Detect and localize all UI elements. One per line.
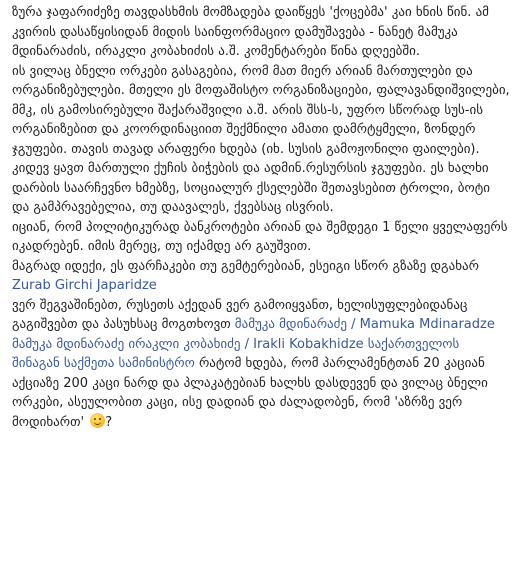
paragraph-4-text: მაგრად იდექი, ეს ფარჩაკები თუ გემტერებიან, ესეიგი სწორ გზაზე დგახარ <box>12 258 479 274</box>
question-mark: ? <box>105 414 113 430</box>
mention-irakli-kobakhidze[interactable]: ირაკლი კობახიძე / Irakli Kobakhidze საქართველოს შინაგან საქმეთა სამინისტრო <box>12 336 460 371</box>
paragraph-5 <box>12 296 511 433</box>
grin-emoji-icon <box>90 413 105 428</box>
mention-mamuka-mdinaradze[interactable]: მამუკა მდინარაძე / Mamuka Mdinaradze მამუკა მდინარაძე <box>12 317 495 352</box>
paragraph-2 <box>12 62 511 218</box>
paragraph-4 <box>12 257 511 296</box>
paragraph-3 <box>12 218 511 257</box>
paragraph-3-text: იციან, რომ პოლიტიკურად ბანკროტები არიან და შემდეგი 1 წელი ყველაფერს იკადრებენ. იმის მერეც, თუ იქამდე არ გაუშვით. <box>12 219 508 254</box>
paragraph-1 <box>12 3 511 62</box>
paragraph-2-text: ის ვილაც ბნელი ორკები გასაგებია, რომ მათ მიერ არიან მართულები და ორგანიზებულები. მთელი ეს მოფაშისტო ორგანიზაციები, ფალავანდიშვილები, მმკ, ის გამოსირებული შაქარაშვილი ა.შ. არის შსს-ს, უფრო სწორად სუს-ის ორგანიზებით და კოორდინაციით შექმნილი ამათი დამრტყმელი, ზონდერ ჯგუფები. თავის თავად არაფერი ხდება (იხ. სუსის გამოჟონილი ფაილები). კიდევ ყავთ მართული ქუჩის ბიჭების და ადმინ.რესურსის ჯგუფები. ეს ხალხი დარბის საარჩევნო ხმებზე, სოციალურ ქსელებში შეთავსებით ტროლი, ბოტი და გამპრავებელია, თუ დაავალეს, ქვებსაც ისვრის. <box>12 63 510 215</box>
paragraph-5-text-end: რატომ ხდება, რომ პარლამენტთან 20 კაციან აქციაზე 200 კაცი ნარდ და პლაკატებიან ხალხს დასდევენ და ვილაც ბნელი ორკები, ასეულობით კაცი, ისე დადიან და ძალადობენ, რომ 'აზრზე ვერ მოდიხართ' <box>12 356 488 430</box>
paragraph-5-text: ვერ შეგვაშინებთ, რუსეთს აქედან ვერ გამოიყვანთ, ხელისუფლებიდანაც გაგიშვებთ და პასუხსაც მოგთხოვთ <box>12 297 468 332</box>
mention-zurab-japaridze[interactable]: Zurab Girchi Japaridze <box>12 278 157 293</box>
paragraph-1-text: ზურა ჯაფარიძეზე თავდასხმის მომზადება დაიწყეს 'ქოცებმა' კაი ხნის წინ. ამ კვირის დასაწყისიდან მიდის საინფორმაციო დამუშავება - ნანეტ მამუკა მდინარაძის, ირაკლი კობახიძის ა.შ. კომენტარები წინა დღეებში. <box>12 5 489 59</box>
